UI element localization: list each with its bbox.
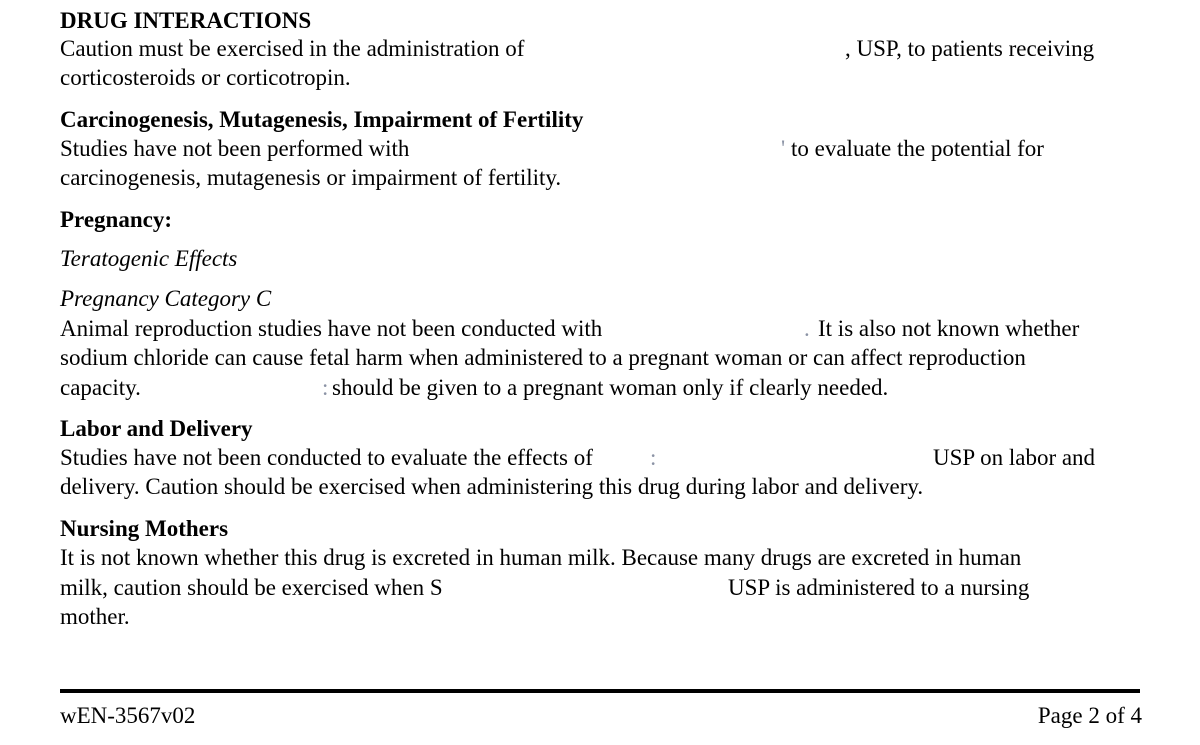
redacted-text-gap [155, 375, 320, 399]
footer-document-code: wEN-3567v02 [60, 703, 196, 728]
redacted-text-gap [665, 445, 925, 469]
footer-divider-rule [60, 689, 1140, 693]
line-carcinogenesis-fertility [60, 163, 561, 192]
footer-page-number: Page 2 of 4 [1037, 703, 1142, 728]
redaction-remnant-mark: ' [781, 136, 786, 161]
text-segment: corticosteroids or corticotropin. [60, 65, 351, 90]
redaction-remnant-mark: : [322, 375, 329, 400]
heading-drug-interactions: DRUG INTERACTIONS [60, 8, 312, 33]
text-segment: Caution must be exercised in the administration of [60, 36, 525, 61]
text-segment: should be given to a pregnant woman only if clearly needed. [332, 375, 889, 400]
subheading-pregnancy-category-c: Pregnancy Category C [60, 286, 272, 311]
line-delivery-caution [60, 472, 923, 501]
heading-nursing-mothers: Nursing Mothers [60, 516, 229, 541]
line-mother [60, 602, 130, 631]
line-animal-reproduction [60, 314, 1080, 343]
redacted-text-gap [580, 36, 845, 60]
heading-labor-and-delivery: Labor and Delivery [60, 416, 253, 441]
text-segment: It is not known whether this drug is excreted in human milk. Because many drugs are excreted in human [60, 545, 1022, 570]
redacted-text-gap [658, 316, 798, 340]
line-studies-labor [60, 443, 1096, 472]
text-segment: Studies have not been performed with [60, 136, 410, 161]
line-caution-administration [60, 34, 1095, 63]
text-segment: , USP, to patients receiving [845, 36, 1095, 61]
redaction-remnant-mark: : [650, 445, 657, 470]
text-segment: to evaluate the potential for [791, 136, 1044, 161]
text-segment: carcinogenesis, mutagenesis or impairment of fertility. [60, 165, 562, 190]
redacted-text-gap [440, 136, 775, 160]
line-milk-caution [60, 573, 1030, 602]
subheading-teratogenic-effects: Teratogenic Effects [60, 246, 238, 271]
text-segment: It is also not known whether [818, 316, 1080, 341]
text-segment: sodium chloride can cause fetal harm when administered to a pregnant woman or can affect reproduction [60, 345, 1026, 370]
text-segment: delivery. Caution should be exercised when administering this drug during labor and delivery. [60, 474, 924, 499]
redacted-text-gap [485, 575, 720, 599]
line-studies-performed [60, 134, 1044, 163]
text-segment: USP on labor and [933, 445, 1096, 470]
text-segment: Animal reproduction studies have not been conducted with [60, 316, 603, 341]
line-not-known-excreted [60, 543, 1021, 572]
text-segment: capacity. [60, 375, 141, 400]
text-segment: USP is administered to a nursing [728, 575, 1030, 600]
text-segment: mother. [60, 604, 130, 629]
line-corticosteroids [60, 63, 351, 92]
heading-pregnancy: Pregnancy: [60, 207, 173, 232]
redaction-remnant-mark: . [804, 316, 810, 341]
text-segment: Studies have not been conducted to evaluate the effects of [60, 445, 593, 470]
text-segment: milk, caution should be exercised when S [60, 575, 443, 600]
line-sodium-chloride-fetal [60, 343, 1026, 372]
heading-carcinogenesis: Carcinogenesis, Mutagenesis, Impairment of Fertility [60, 107, 584, 132]
line-capacity [60, 373, 889, 402]
